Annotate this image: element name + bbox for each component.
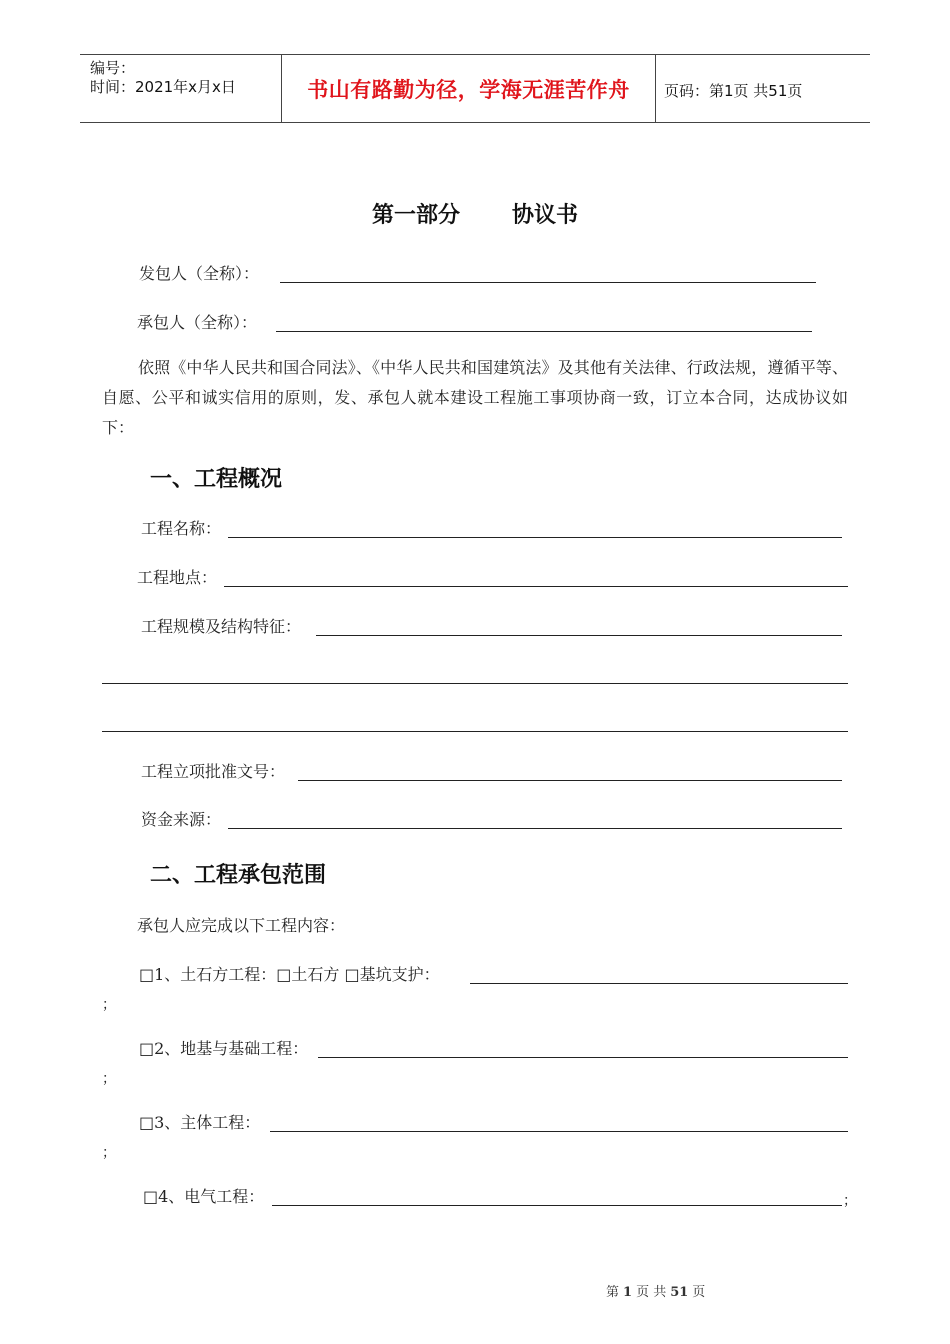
- approval-number-label: 工程立项批准文号：: [141, 762, 286, 781]
- scope-item-electrical[interactable]: □4、电气工程：: [143, 1187, 265, 1206]
- footer-prefix: 第: [606, 1285, 620, 1300]
- footer-middle: 页 共: [636, 1285, 667, 1300]
- document-number-label: 编号：: [90, 59, 136, 77]
- scope-item-earthwork[interactable]: □1、土石方工程：□土石方 □基坑支护：: [139, 965, 440, 984]
- header-bottom-rule: [80, 122, 870, 123]
- electrical-field[interactable]: [272, 1205, 842, 1206]
- electrical-semicolon: ；: [843, 1193, 857, 1209]
- footer-current-page: 1: [623, 1285, 633, 1300]
- page-footer: [606, 1281, 705, 1300]
- page-title: [0, 198, 950, 229]
- employer-label: 发包人（全称）：: [139, 264, 260, 283]
- main-structure-field[interactable]: [270, 1131, 848, 1132]
- header-top-rule: [80, 54, 870, 55]
- footer-suffix: 页: [692, 1285, 706, 1300]
- footer-total-pages: 51: [670, 1285, 689, 1300]
- funding-source-field[interactable]: [228, 828, 842, 829]
- contractor-label: 承包人（全称）：: [137, 313, 258, 332]
- scope-item-foundation[interactable]: □2、地基与基础工程：: [139, 1039, 309, 1058]
- earthwork-field[interactable]: [470, 983, 848, 984]
- preamble-paragraph: 依照《中华人民共和国合同法》、《中华人民共和国建筑法》及其他有关法律、行政法规，遵循平等、自愿、公平和诚实信用的原则，发、承包人就本建设工程施工事项协商一致，订立本合同，达成协议如下：: [102, 358, 848, 437]
- section-heading-project-overview: 一、工程概况: [150, 467, 283, 492]
- project-scale-label: 工程规模及结构特征：: [141, 617, 302, 636]
- project-name-field[interactable]: [228, 537, 842, 538]
- project-scale-field-line-2[interactable]: [102, 683, 848, 684]
- project-scale-field-line-3[interactable]: [102, 731, 848, 732]
- header-page-code: 页码：第1页 共51页: [664, 82, 803, 100]
- main-structure-semicolon: ；: [102, 1145, 116, 1161]
- section-heading-contract-scope: 二、工程承包范围: [150, 863, 327, 888]
- header-separator-right: [655, 55, 656, 122]
- contractor-name-field[interactable]: [276, 331, 812, 332]
- approval-number-field[interactable]: [298, 780, 842, 781]
- document-time-label: 时间：2021年x月x日: [90, 78, 236, 96]
- title-name: 协议书: [512, 203, 579, 228]
- earthwork-semicolon: ；: [102, 997, 116, 1013]
- foundation-semicolon: ；: [102, 1071, 116, 1087]
- employer-name-field[interactable]: [280, 282, 816, 283]
- header-motto: 书山有路勤为径，学海无涯苦作舟: [307, 78, 630, 102]
- scope-intro: 承包人应完成以下工程内容：: [137, 916, 346, 935]
- scope-item-main-structure[interactable]: □3、主体工程：: [139, 1113, 261, 1132]
- project-scale-field[interactable]: [316, 635, 842, 636]
- project-location-label: 工程地点：: [137, 568, 218, 587]
- title-part: 第一部分: [371, 203, 460, 228]
- project-name-label: 工程名称：: [141, 519, 222, 538]
- project-location-field[interactable]: [224, 586, 848, 587]
- funding-source-label: 资金来源：: [141, 810, 222, 829]
- foundation-field[interactable]: [318, 1057, 848, 1058]
